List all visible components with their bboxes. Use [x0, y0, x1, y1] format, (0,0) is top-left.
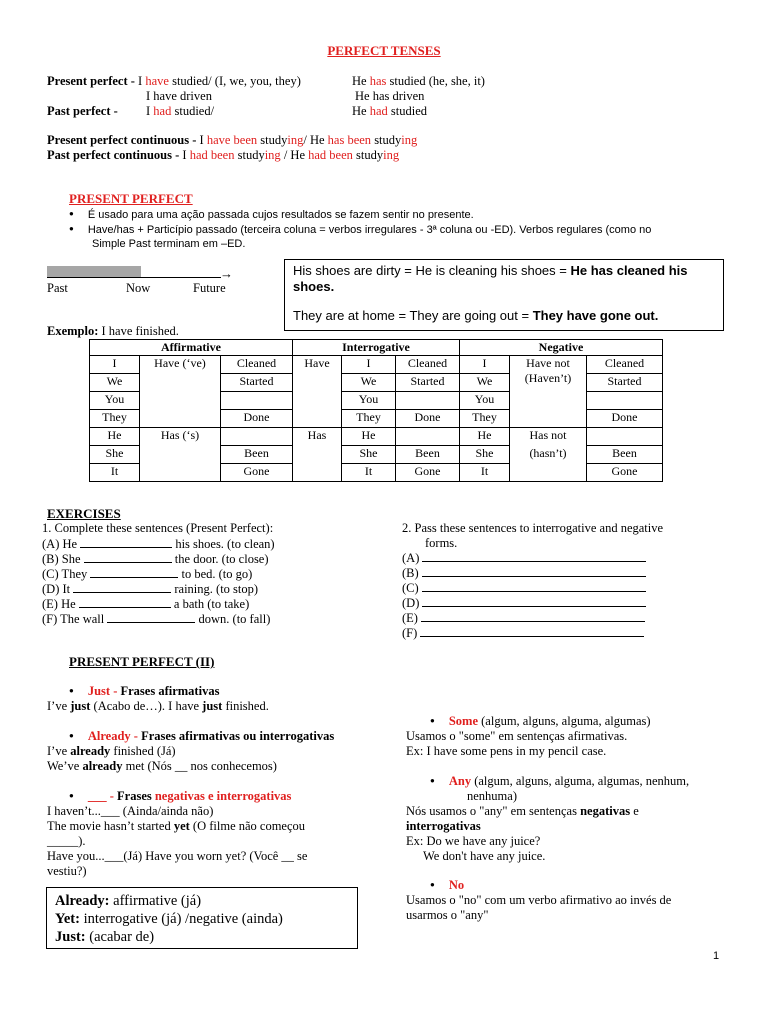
- header-negative: Negative: [460, 340, 663, 356]
- just-item: ● Just - Frases afirmativas: [69, 684, 219, 699]
- header-affirmative: Affirmative: [90, 340, 293, 356]
- answer-line[interactable]: [422, 596, 646, 607]
- present-perfect-line: Present perfect - I have studied/ (I, we, you, they): [47, 74, 301, 88]
- exercise-1-item: (D) It raining. (to stop): [42, 582, 259, 596]
- bullet-usage: ● É usado para uma ação passada cujos resultados se fazem sentir no presente.: [69, 209, 474, 221]
- timeline-now-label: Now: [126, 281, 151, 295]
- answer-line[interactable]: [420, 626, 644, 637]
- answer-line[interactable]: [422, 581, 646, 592]
- summary-box: Already: affirmative (já) Yet: interrogative (já) /negative (ainda) Just: (acabar de): [46, 887, 358, 949]
- example-line: Exemplo: I have finished.: [47, 324, 179, 338]
- present-perfect-he: He has studied (he, she, it): [352, 74, 485, 88]
- table-row: You You You: [90, 392, 663, 410]
- answer-blank[interactable]: [107, 611, 195, 623]
- present-perfect-he-driven: He has driven: [355, 89, 425, 103]
- some-usage: Usamos o "some" em sentenças afirmativas.: [406, 729, 628, 743]
- timeline-future-label: Future: [193, 281, 226, 295]
- conjugation-table: [89, 339, 663, 482]
- yet-example-2: The movie hasn’t started yet (O filme não começou: [47, 819, 306, 833]
- present-perfect-heading: PRESENT PERFECT: [69, 191, 193, 206]
- past-perfect-line: Past perfect -: [47, 104, 118, 118]
- exercise-1-item: (F) The wall down. (to fall): [42, 612, 271, 626]
- present-perfect-continuous-line: Present perfect continuous - I have been studying/ He has been studying: [47, 133, 418, 147]
- timeline-past-bar: [47, 266, 141, 277]
- exercise-2-item: (E): [402, 611, 645, 626]
- arrow-right-icon: →: [220, 266, 233, 281]
- yet-example-2-cont: _____).: [47, 834, 86, 848]
- bullet-formation: ● Have/has + Particípio passado (terceira coluna = verbos irregulares - 3ª coluna ou -ED). Verbos regulares (como no: [69, 224, 651, 236]
- page-number: 1: [713, 950, 720, 962]
- answer-line[interactable]: [422, 551, 646, 562]
- answer-blank[interactable]: [79, 596, 171, 608]
- exercise-1-item: (A) He his shoes. (to clean): [42, 537, 275, 551]
- exercise-1-item: (C) They to bed. (to go): [42, 567, 253, 581]
- table-row: They Done They Done They Done: [90, 410, 663, 428]
- answer-blank[interactable]: [73, 581, 171, 593]
- already-example-2: We’ve already met (Nós __ nos conhecemos): [47, 759, 277, 773]
- header-interrogative: Interrogative: [293, 340, 460, 356]
- past-perfect-i: I had studied/: [146, 104, 215, 118]
- exercise-2-item: (B): [402, 566, 646, 581]
- neg-has-cell: Has not (hasn’t): [510, 428, 587, 482]
- already-example-1: I’ve already finished (Já): [47, 744, 176, 758]
- table-row: He Has (‘s) Has He He Has not (hasn’t): [90, 428, 663, 446]
- some-item: ● Some (algum, alguns, alguma, algumas): [430, 714, 651, 729]
- table-row: It Gone It Gone It Gone: [90, 464, 663, 482]
- exercise-2-item: (D): [402, 596, 646, 611]
- exercise-2-item: (C): [402, 581, 646, 596]
- any-item: ● Any (algum, alguns, alguma, algumas, nenhum,: [430, 774, 689, 789]
- present-perfect-driven: I have driven: [146, 89, 212, 103]
- table-row: I Have (‘ve) Cleaned Have I Cleaned I Have not (Haven’t) Cleaned: [90, 356, 663, 374]
- page-title: PERFECT TENSES: [327, 43, 441, 58]
- yet-example-3: Have you...___(Já) Have you worn yet? (Você __ se: [47, 849, 308, 863]
- answer-blank[interactable]: [80, 536, 172, 548]
- any-usage-cont: interrogativas: [406, 819, 481, 833]
- just-example: I’ve just (Acabo de…). I have just finished.: [47, 699, 269, 713]
- some-example: Ex: I have some pens in my pencil case.: [406, 744, 607, 758]
- timeline-line: [47, 277, 221, 278]
- bullet-formation-cont: Simple Past terminam em –ED.: [92, 238, 246, 250]
- answer-line[interactable]: [421, 611, 645, 622]
- exercise-1-item: (E) He a bath (to take): [42, 597, 250, 611]
- example-note-box: His shoes are dirty = He is cleaning his shoes = He has cleaned his shoes. They are at home = They are going out = They have gone out.: [284, 259, 724, 331]
- already-item: ● Already - Frases afirmativas ou interrogativas: [69, 729, 334, 744]
- any-example-1: Ex: Do we have any juice?: [406, 834, 541, 848]
- any-def-cont: nenhuma): [467, 789, 517, 803]
- neg-have-cell: Have not (Haven’t): [510, 356, 587, 428]
- exercises-heading: EXERCISES: [47, 506, 121, 521]
- no-usage-cont: usarmos o "any": [406, 908, 489, 922]
- no-item: ● No: [430, 878, 464, 893]
- int-has-cell: Has: [293, 428, 342, 482]
- yet-example-1: I haven’t...___ (Ainda/ainda não): [47, 804, 214, 818]
- yet-item: ● ___ - Frases negativas e interrogativas: [69, 789, 291, 804]
- past-perfect-he: He had studied: [352, 104, 427, 118]
- int-have-cell: Have: [293, 356, 342, 428]
- aff-have-cell: Have (‘ve): [140, 356, 221, 428]
- exercise-2-instruction-cont: forms.: [425, 536, 458, 550]
- yet-example-3-cont: vestiu?): [47, 864, 87, 878]
- aff-has-cell: Has (‘s): [140, 428, 221, 482]
- any-usage: Nós usamos o "any" em sentenças negativas e: [406, 804, 639, 818]
- table-row: She Been She Been She Been: [90, 446, 663, 464]
- exercise-1-item: (B) She the door. (to close): [42, 552, 269, 566]
- past-perfect-continuous-line: Past perfect continuous - I had been studying / He had been studying: [47, 148, 400, 162]
- exercise-2-item: (F): [402, 626, 644, 641]
- answer-blank[interactable]: [84, 551, 172, 563]
- answer-blank[interactable]: [90, 566, 178, 578]
- present-perfect-ii-heading: PRESENT PERFECT (II): [69, 654, 215, 669]
- exercise-1-instruction: 1. Complete these sentences (Present Perfect):: [42, 521, 274, 535]
- no-usage: Usamos o "no" com um verbo afirmativo ao invés de: [406, 893, 672, 907]
- any-example-2: We don't have any juice.: [423, 849, 546, 863]
- exercise-2-item: (A): [402, 551, 646, 566]
- answer-line[interactable]: [422, 566, 646, 577]
- table-row: We Started We Started We Started: [90, 374, 663, 392]
- timeline-past-label: Past: [47, 281, 68, 295]
- exercise-2-instruction: 2. Pass these sentences to interrogative and negative: [402, 521, 664, 535]
